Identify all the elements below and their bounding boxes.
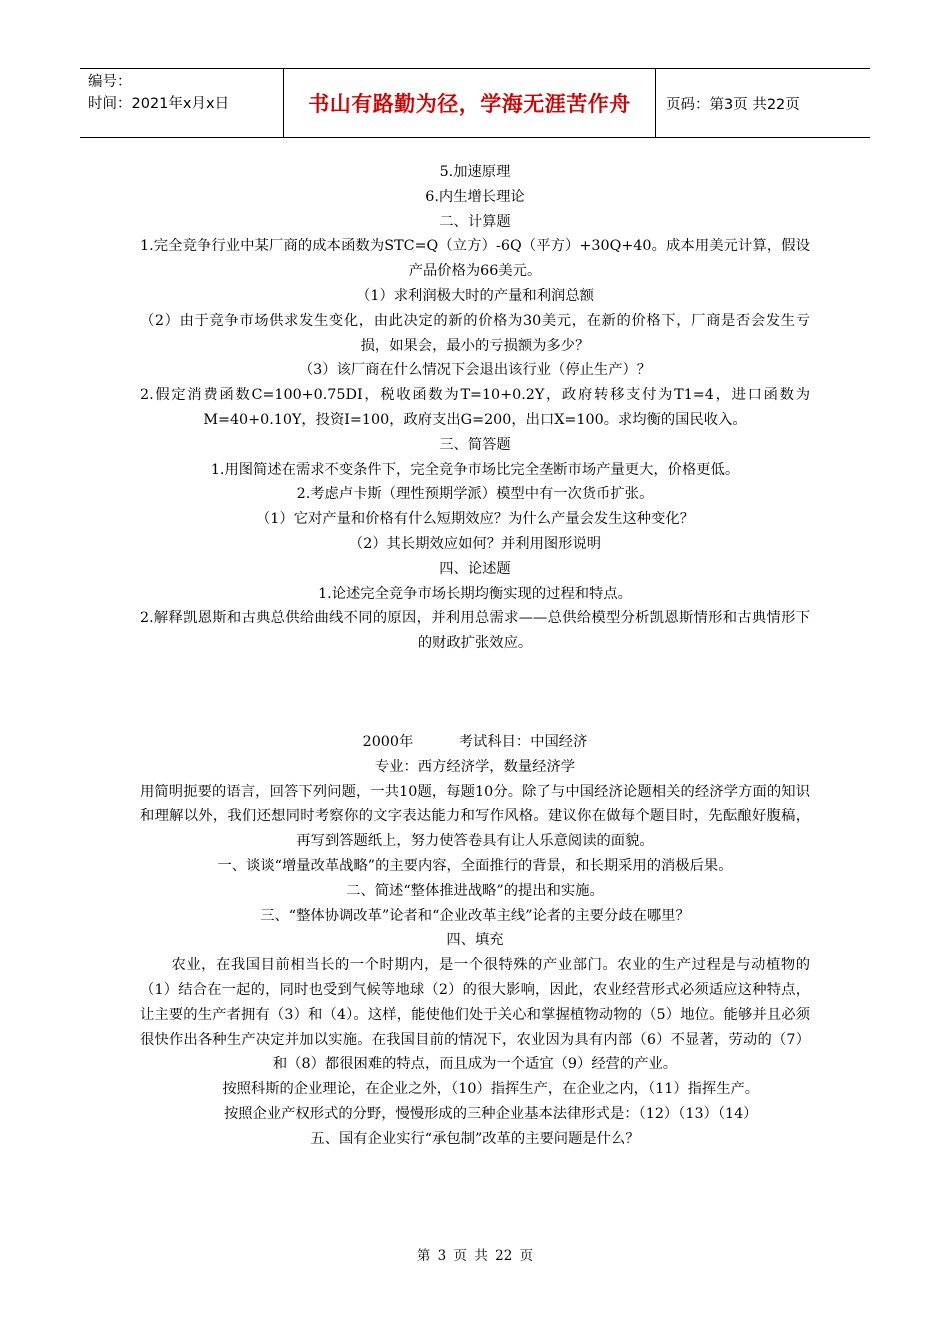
short-question-2-part-2: （2）其长期效应如何？并利用图形说明 [348, 535, 602, 552]
fill-paragraph-legal-forms: 按照企业产权形式的分野，慢慢形成的三种企业基本法律形式是：（12）（13）（14） [223, 1105, 758, 1122]
calc-question-1-part-2: （2）由于竞争市场供求发生变化，由此决定的新的价格为30美元，在新的价格下，厂商是否会发生亏损，如果会，最小的亏损额为多少？ [140, 312, 810, 354]
short-question-2-part-1: （1）它对产量和价格有什么短期效应？为什么产量会发生这种变化？ [256, 511, 694, 528]
fill-paragraph-agriculture: 农业，在我国目前相当长的一个时期内，是一个很特殊的产业部门。农业的生产过程是与动植物的（1）结合在一起的，同时也受到气候等地球（2）的很大影响，因此，农业经营形式必须适应这种特点，让主要的生产者拥有（3）和（4）。这样，能使他们处于关心和掌握植物动物的（5）地位。能够并且必须很快作出各种生产决定并加以实施。在我国目前的情况下，农业因为具有内部（6）不显著，劳动的（7）和（8）都很困难的特点，而且成为一个适宜（9）经营的产业。 [140, 957, 810, 1073]
item-6: 6.内生增长理论 [425, 188, 525, 205]
header-page-info: 页码：第3页 共22页 [666, 96, 800, 113]
section-heading-short: 三、简答题 [439, 436, 511, 453]
section-heading-calc: 二、计算题 [439, 213, 511, 230]
china-question-5: 五、国有企业实行“承包制”改革的主要问题是什么？ [310, 1130, 640, 1147]
header-meta [80, 69, 283, 137]
essay-question-2: 2.解释凯恩斯和古典总供给曲线不同的原因，并利用总需求——总供给模型分析凯恩斯情形和古典情形下的财政扩张效应。 [140, 610, 810, 652]
short-question-1: 1.用图简述在需求不变条件下，完全竞争市场比完全垄断市场产量更大，价格更低。 [210, 461, 740, 478]
china-question-1: 一、谈谈“增量改革战略”的主要内容，全面推行的背景，和长期采用的消极后果。 [217, 857, 733, 874]
calc-question-2: 2.假定消费函数C=100+0.75DI，税收函数为T=10+0.2Y，政府转移支付为T1=4，进口函数为M=40+0.10Y，投资I=100，政府支出G=200，出口X=100。求均衡的国民收入。 [140, 387, 810, 428]
spacer [140, 656, 810, 730]
serial-label: 编号： [88, 74, 132, 90]
short-question-2: 2.考虑卢卡斯（理性预期学派）模型中有一次货币扩张。 [296, 486, 654, 503]
page-footer: 第 3 页 共 22 页 [416, 1248, 534, 1264]
calc-question-1-part-1: （1）求利润极大时的产量和利润总额 [356, 287, 594, 304]
header-motto: 书山有路勤为径，学海无涯苦作舟 [283, 69, 656, 137]
document-body [140, 160, 810, 1151]
section-heading-essay: 四、论述题 [439, 560, 511, 577]
exam-title: 2000年 考试科目：中国经济 [362, 733, 588, 750]
exam-major: 专业：西方经济学，数量经济学 [374, 758, 576, 775]
essay-question-1: 1.论述完全竞争市场长期均衡实现的过程和特点。 [318, 585, 632, 602]
section-heading-fill: 四、填充 [446, 932, 504, 949]
exam-instructions: 用简明扼要的语言，回答下列问题，一共10题，每题10分。除了与中国经济论题相关的经济学方面的知识和理解以外，我们还想同时考察你的文字表达能力和写作风格。建议你在做每个题目时，先酝酿好腹稿，再写到答题纸上，努力使答卷具有让人乐意阅读的面貌。 [140, 783, 810, 850]
fill-paragraph-coase: 按照科斯的企业理论，在企业之外，（10）指挥生产，在企业之内，（11）指挥生产。 [222, 1081, 760, 1098]
item-5: 5.加速原理 [439, 164, 511, 180]
time-label: 时间：2021年x月x日 [88, 96, 230, 112]
page-header [80, 68, 870, 138]
calc-question-1-part-3: （3）该厂商在什么情况下会退出该行业（停止生产）？ [298, 362, 652, 379]
china-question-3: 三、“整体协调改革”论者和“企业改革主线”论者的主要分歧在哪里？ [260, 907, 690, 924]
calc-question-1: 1.完全竞争行业中某厂商的成本函数为STC=Q（立方）-6Q（平方）+30Q+40。成本用美元计算，假设产品价格为66美元。 [140, 238, 810, 280]
china-question-2: 二、简述“整体推进战略”的提出和实施。 [346, 882, 604, 899]
